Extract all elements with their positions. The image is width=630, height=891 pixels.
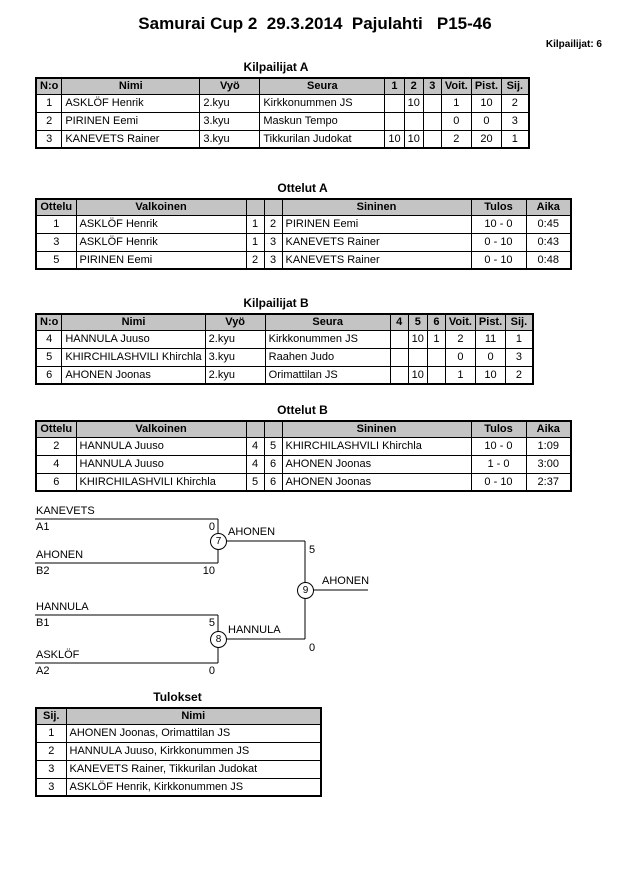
cell-place: 3 [36,778,66,796]
cell-result: 0 - 10 [471,473,526,491]
page-title: Samurai Cup 2 29.3.2014 Pajulahti P15-46 [138,14,492,33]
col-header-blue-no [264,421,282,437]
col-header-club: Seura [265,314,390,330]
cell-match-no: 2 [36,437,76,455]
cell-no: 6 [36,366,62,384]
cell-name: AHONEN Joonas [62,366,205,384]
cell-r3 [423,112,441,130]
cell-place: 1 [506,330,533,348]
cell-white-no: 1 [246,215,264,233]
col-header-white-no [246,199,264,215]
cell-place: 3 [506,348,533,366]
cell-blue: KHIRCHILASHVILI Khirchla [282,437,471,455]
cell-result: 1 - 0 [471,455,526,473]
cell-name: KHIRCHILASHVILI Khirchla [62,348,205,366]
table-row [36,94,529,112]
table-row [36,742,321,760]
cell-match-no: 6 [36,473,76,491]
cell-r2 [404,112,423,130]
col-header-no: N:o [36,78,62,94]
cell-blue: KANEVETS Rainer [282,233,471,251]
cell-no: 4 [36,330,62,348]
cell-r4 [390,366,408,384]
bracket-score: 5 [309,544,316,556]
col-header-r2: 2 [404,78,423,94]
header-row [36,78,529,94]
cell-points: 11 [475,330,505,348]
col-header-r3: 3 [423,78,441,94]
cell-time: 3:00 [526,455,571,473]
matches-b-table [35,420,572,492]
col-header-white: Valkoinen [76,199,246,215]
bracket-competitor-name: KANEVETS [36,505,95,517]
cell-r1: 10 [385,130,404,148]
cell-place: 1 [36,724,66,742]
cell-name: KANEVETS Rainer, Tikkurilan Judokat [66,760,321,778]
pool-b-heading: Kilpailijat B [243,296,309,310]
col-header-name: Nimi [66,708,321,724]
cell-points: 10 [471,94,501,112]
cell-wins: 1 [441,94,471,112]
cell-blue-no: 3 [264,233,282,251]
cell-r6 [427,348,445,366]
results-heading: Tulokset [153,690,202,704]
bracket-seed-label: A2 [36,665,50,677]
table-row [36,233,571,251]
pool-b-table [35,313,534,385]
col-header-name: Nimi [62,78,200,94]
cell-belt: 2.kyu [205,330,265,348]
table-row [36,130,529,148]
bracket-score: 0 [208,665,215,677]
cell-white: ASKLÖF Henrik [76,233,246,251]
col-header-time: Aika [526,421,571,437]
cell-time: 0:48 [526,251,571,269]
pool-a-heading: Kilpailijat A [243,60,309,74]
col-header-place: Sij. [502,78,529,94]
cell-r1 [385,112,404,130]
cell-r2: 10 [404,94,423,112]
section-ottelut-b [0,403,630,492]
cell-white: KHIRCHILASHVILI Khirchla [76,473,246,491]
col-header-result: Tulos [471,421,526,437]
bracket-score: 0 [208,521,215,533]
bracket-seed-label: B2 [36,565,50,577]
cell-r3 [423,130,441,148]
cell-points: 10 [475,366,505,384]
match-circle-8: 8 [210,631,227,648]
cell-wins: 0 [441,112,471,130]
cell-blue-no: 6 [264,473,282,491]
section-kilpailijat-b [0,296,630,385]
cell-place: 3 [36,760,66,778]
cell-white-no: 5 [246,473,264,491]
bracket-lines [0,502,630,684]
cell-blue-no: 3 [264,251,282,269]
cell-name: KANEVETS Rainer [62,130,200,148]
cell-r4 [390,330,408,348]
cell-r5: 10 [408,366,427,384]
cell-match-no: 3 [36,233,76,251]
table-row [36,366,533,384]
header-row [36,199,571,215]
table-row [36,778,321,796]
col-header-club: Seura [260,78,385,94]
results-table [35,707,322,797]
col-header-white: Valkoinen [76,421,246,437]
cell-result: 10 - 0 [471,215,526,233]
cell-wins: 2 [445,330,475,348]
cell-belt: 3.kyu [200,112,260,130]
bracket-winner-name: AHONEN [228,526,276,538]
cell-r3 [423,94,441,112]
cell-place: 2 [502,94,529,112]
cell-time: 0:45 [526,215,571,233]
cell-points: 0 [471,112,501,130]
col-header-name: Nimi [62,314,205,330]
cell-no: 5 [36,348,62,366]
cell-match-no: 4 [36,455,76,473]
cell-belt: 3.kyu [205,348,265,366]
table-row [36,724,321,742]
cell-r6: 1 [427,330,445,348]
match-circle-9: 9 [297,582,314,599]
cell-wins: 0 [445,348,475,366]
cell-r1 [385,94,404,112]
bracket-winner-name: HANNULA [228,624,281,636]
cell-place: 3 [502,112,529,130]
section-kilpailijat-a [0,60,630,149]
col-header-points: Pist. [471,78,501,94]
cell-points: 20 [471,130,501,148]
bracket-champion-name: AHONEN [322,575,370,587]
cell-blue-no: 2 [264,215,282,233]
cell-blue-no: 5 [264,437,282,455]
bracket-competitor-name: AHONEN [36,549,84,561]
cell-wins: 2 [441,130,471,148]
cell-club: Kirkkonummen JS [260,94,385,112]
bracket-seed-label: A1 [36,521,50,533]
table-row [36,760,321,778]
matches-a-heading: Ottelut A [277,181,328,195]
competitors-count: Kilpailijat: 6 [545,39,602,50]
col-header-r5: 5 [408,314,427,330]
col-header-blue: Sininen [282,421,471,437]
cell-match-no: 1 [36,215,76,233]
bracket-score: 5 [208,617,215,629]
cell-name: ASKLÖF Henrik [62,94,200,112]
col-header-belt: Vyö [205,314,265,330]
col-header-blue-no [264,199,282,215]
cell-white-no: 2 [246,251,264,269]
col-header-r6: 6 [427,314,445,330]
cell-club: Tikkurilan Judokat [260,130,385,148]
col-header-result: Tulos [471,199,526,215]
matches-b-heading: Ottelut B [277,403,328,417]
cell-time: 2:37 [526,473,571,491]
cell-white: HANNULA Juuso [76,455,246,473]
col-header-r4: 4 [390,314,408,330]
header-row [36,708,321,724]
cell-wins: 1 [445,366,475,384]
cell-blue: KANEVETS Rainer [282,251,471,269]
cell-r6 [427,366,445,384]
cell-place: 1 [502,130,529,148]
table-row [36,473,571,491]
bracket-score: 0 [309,642,316,654]
cell-blue: AHONEN Joonas [282,473,471,491]
col-header-wins: Voit. [441,78,471,94]
cell-time: 0:43 [526,233,571,251]
cell-club: Maskun Tempo [260,112,385,130]
cell-time: 1:09 [526,437,571,455]
col-header-belt: Vyö [200,78,260,94]
cell-blue-no: 6 [264,455,282,473]
section-tulokset [0,690,630,797]
final-bracket [0,502,630,684]
cell-white-no: 1 [246,233,264,251]
col-header-match-no: Ottelu [36,421,76,437]
cell-belt: 3.kyu [200,130,260,148]
col-header-match-no: Ottelu [36,199,76,215]
cell-r5 [408,348,427,366]
table-row [36,215,571,233]
cell-white-no: 4 [246,437,264,455]
cell-white: ASKLÖF Henrik [76,215,246,233]
bracket-seed-label: B1 [36,617,50,629]
cell-belt: 2.kyu [200,94,260,112]
section-ottelut-a [0,181,630,270]
cell-no: 3 [36,130,62,148]
header-row [36,314,533,330]
bracket-competitor-name: HANNULA [36,601,89,613]
cell-no: 1 [36,94,62,112]
cell-r4 [390,348,408,366]
cell-place: 2 [36,742,66,760]
table-row [36,112,529,130]
table-row [36,348,533,366]
cell-name: ASKLÖF Henrik, Kirkkonummen JS [66,778,321,796]
col-header-points: Pist. [475,314,505,330]
cell-club: Orimattilan JS [265,366,390,384]
col-header-time: Aika [526,199,571,215]
col-header-wins: Voit. [445,314,475,330]
cell-result: 0 - 10 [471,251,526,269]
bracket-score: 10 [202,565,215,577]
cell-blue: PIRINEN Eemi [282,215,471,233]
col-header-place: Sij. [36,708,66,724]
cell-r5: 10 [408,330,427,348]
cell-no: 2 [36,112,62,130]
col-header-no: N:o [36,314,62,330]
cell-belt: 2.kyu [205,366,265,384]
table-row [36,251,571,269]
table-row [36,437,571,455]
cell-place: 2 [506,366,533,384]
cell-name: AHONEN Joonas, Orimattilan JS [66,724,321,742]
matches-a-table [35,198,572,270]
cell-name: HANNULA Juuso [62,330,205,348]
col-header-blue: Sininen [282,199,471,215]
cell-name: PIRINEN Eemi [62,112,200,130]
col-header-white-no [246,421,264,437]
cell-club: Raahen Judo [265,348,390,366]
cell-club: Kirkkonummen JS [265,330,390,348]
header-row [36,421,571,437]
cell-points: 0 [475,348,505,366]
cell-result: 10 - 0 [471,437,526,455]
cell-result: 0 - 10 [471,233,526,251]
pool-a-table [35,77,530,149]
cell-name: HANNULA Juuso, Kirkkonummen JS [66,742,321,760]
cell-white: HANNULA Juuso [76,437,246,455]
col-header-r1: 1 [385,78,404,94]
cell-r2: 10 [404,130,423,148]
table-row [36,330,533,348]
table-row [36,455,571,473]
cell-white-no: 4 [246,455,264,473]
match-circle-7: 7 [210,533,227,550]
col-header-place: Sij. [506,314,533,330]
cell-blue: AHONEN Joonas [282,455,471,473]
cell-white: PIRINEN Eemi [76,251,246,269]
cell-match-no: 5 [36,251,76,269]
bracket-competitor-name: ASKLÖF [36,649,80,661]
